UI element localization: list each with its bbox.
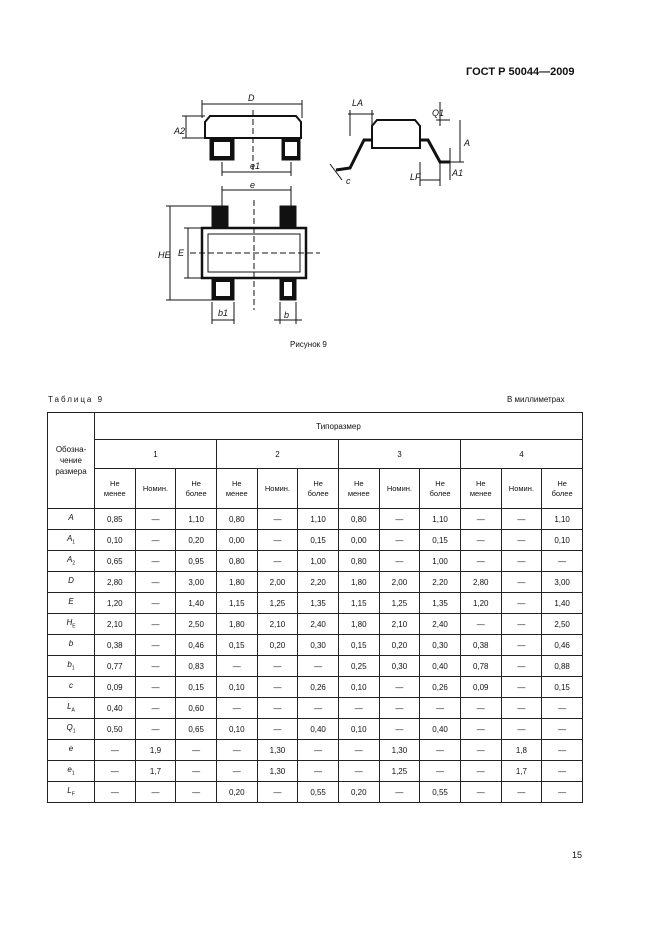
- value-cell: 0,10: [95, 530, 136, 551]
- value-cell: 0,20: [379, 635, 420, 656]
- value-cell: —: [501, 677, 542, 698]
- subheader-cell: Номин.: [257, 469, 298, 509]
- value-cell: 1,25: [379, 761, 420, 782]
- symbol-letter: H: [66, 618, 73, 628]
- value-cell: —: [298, 656, 339, 677]
- value-cell: —: [460, 530, 501, 551]
- value-cell: 1,80: [216, 572, 257, 593]
- value-cell: 1,25: [379, 593, 420, 614]
- value-cell: 0,00: [216, 530, 257, 551]
- symbol-cell: [48, 719, 95, 740]
- value-cell: 0,30: [379, 656, 420, 677]
- value-cell: 0,10: [338, 719, 379, 740]
- symbol-letter: E: [68, 597, 74, 607]
- value-cell: 0,10: [216, 719, 257, 740]
- label-LA: LA: [352, 98, 364, 108]
- value-cell: —: [501, 656, 542, 677]
- value-cell: 0,15: [216, 635, 257, 656]
- value-cell: 0,38: [460, 635, 501, 656]
- table-row: [48, 551, 583, 572]
- size-group-header: 1: [95, 440, 217, 469]
- value-cell: —: [135, 614, 176, 635]
- value-cell: —: [135, 509, 176, 530]
- value-cell: —: [379, 677, 420, 698]
- value-cell: —: [379, 551, 420, 572]
- value-cell: —: [176, 740, 217, 761]
- value-cell: 0,26: [420, 677, 461, 698]
- table-row: [48, 635, 583, 656]
- symbol-letter: b: [67, 660, 72, 670]
- value-cell: 2,40: [420, 614, 461, 635]
- value-cell: —: [257, 530, 298, 551]
- value-cell: 1,10: [542, 509, 583, 530]
- symbol-letter: D: [68, 576, 74, 586]
- value-cell: 1,9: [135, 740, 176, 761]
- value-cell: —: [501, 509, 542, 530]
- value-cell: —: [379, 698, 420, 719]
- subheader-cell: Не менее: [338, 469, 379, 509]
- value-cell: —: [501, 782, 542, 803]
- symbol-cell: [48, 551, 95, 572]
- symbol-cell: [48, 740, 95, 761]
- label-HE: HE: [158, 250, 171, 260]
- value-cell: —: [542, 698, 583, 719]
- value-cell: 2,00: [379, 572, 420, 593]
- figure-caption: Рисунок 9: [290, 340, 327, 349]
- table-row: [48, 719, 583, 740]
- value-cell: —: [257, 719, 298, 740]
- value-cell: 2,10: [379, 614, 420, 635]
- value-cell: —: [135, 551, 176, 572]
- value-cell: —: [420, 698, 461, 719]
- value-cell: 1,25: [257, 593, 298, 614]
- value-cell: 0,50: [95, 719, 136, 740]
- value-cell: —: [135, 635, 176, 656]
- value-cell: 0,80: [338, 509, 379, 530]
- value-cell: 0,20: [338, 782, 379, 803]
- value-cell: —: [501, 719, 542, 740]
- value-cell: 0,26: [298, 677, 339, 698]
- table-row: [48, 593, 583, 614]
- value-cell: 0,95: [176, 551, 217, 572]
- value-cell: 0,78: [460, 656, 501, 677]
- symbol-cell: [48, 761, 95, 782]
- value-cell: 0,40: [420, 656, 461, 677]
- table-row: [48, 677, 583, 698]
- value-cell: 1,20: [95, 593, 136, 614]
- symbol-subscript: 1: [71, 665, 75, 672]
- value-cell: —: [338, 761, 379, 782]
- value-cell: 2,50: [176, 614, 217, 635]
- value-cell: 0,85: [95, 509, 136, 530]
- symbol-cell: [48, 698, 95, 719]
- value-cell: 0,65: [176, 719, 217, 740]
- value-cell: —: [216, 740, 257, 761]
- subheader-cell: Не более: [298, 469, 339, 509]
- label-e: e: [250, 180, 256, 190]
- value-cell: —: [298, 698, 339, 719]
- value-cell: 0,38: [95, 635, 136, 656]
- value-cell: —: [257, 677, 298, 698]
- value-cell: 0,20: [216, 782, 257, 803]
- label-Q1: Q1: [432, 108, 445, 118]
- symbol-letter: A: [68, 513, 74, 523]
- value-cell: —: [257, 656, 298, 677]
- symbol-subscript: F: [71, 791, 75, 798]
- value-cell: 2,80: [95, 572, 136, 593]
- value-cell: 1,00: [420, 551, 461, 572]
- table-title: Таблица 9: [48, 395, 105, 404]
- value-cell: 1,30: [379, 740, 420, 761]
- symbol-subscript: E: [72, 623, 76, 630]
- value-cell: 1,30: [257, 761, 298, 782]
- value-cell: 2,10: [257, 614, 298, 635]
- symbol-cell: [48, 572, 95, 593]
- value-cell: 0,15: [298, 530, 339, 551]
- value-cell: 1,10: [420, 509, 461, 530]
- value-cell: —: [542, 782, 583, 803]
- value-cell: —: [135, 572, 176, 593]
- table-row: [48, 509, 583, 530]
- value-cell: —: [460, 698, 501, 719]
- value-cell: —: [216, 698, 257, 719]
- label-E: E: [178, 248, 185, 258]
- symbol-letter: b: [68, 639, 74, 649]
- value-cell: 0,80: [338, 551, 379, 572]
- value-cell: 0,46: [542, 635, 583, 656]
- value-cell: 0,20: [257, 635, 298, 656]
- value-cell: —: [95, 782, 136, 803]
- size-group-header: 4: [460, 440, 582, 469]
- value-cell: —: [379, 509, 420, 530]
- symbol-letter: L: [67, 702, 72, 712]
- symbol-letter: e: [68, 744, 74, 754]
- value-cell: —: [176, 761, 217, 782]
- value-cell: 1,40: [542, 593, 583, 614]
- table-row: [48, 782, 583, 803]
- value-cell: 1,7: [135, 761, 176, 782]
- front-view: [182, 100, 302, 176]
- value-cell: 1,15: [338, 593, 379, 614]
- value-cell: —: [135, 677, 176, 698]
- symbol-cell: [48, 656, 95, 677]
- value-cell: 1,00: [298, 551, 339, 572]
- value-cell: —: [379, 719, 420, 740]
- value-cell: —: [135, 530, 176, 551]
- table-row: [48, 530, 583, 551]
- value-cell: 0,80: [216, 551, 257, 572]
- value-cell: 0,30: [420, 635, 461, 656]
- value-cell: 0,40: [95, 698, 136, 719]
- value-cell: —: [501, 614, 542, 635]
- label-b: b: [284, 310, 290, 320]
- value-cell: —: [257, 698, 298, 719]
- value-cell: 2,80: [460, 572, 501, 593]
- symbol-cell: [48, 614, 95, 635]
- value-cell: —: [501, 551, 542, 572]
- value-cell: 0,00: [338, 530, 379, 551]
- value-cell: 3,00: [176, 572, 217, 593]
- value-cell: 2,40: [298, 614, 339, 635]
- value-cell: 1,7: [501, 761, 542, 782]
- symbol-cell: [48, 782, 95, 803]
- symbol-cell: [48, 593, 95, 614]
- value-cell: 0,88: [542, 656, 583, 677]
- value-cell: —: [135, 698, 176, 719]
- top-view: [166, 186, 320, 324]
- value-cell: 1,40: [176, 593, 217, 614]
- value-cell: 0,10: [542, 530, 583, 551]
- value-cell: —: [95, 761, 136, 782]
- value-cell: —: [460, 719, 501, 740]
- value-cell: 0,10: [216, 677, 257, 698]
- value-cell: 0,09: [460, 677, 501, 698]
- symbol-subscript: 1: [71, 770, 75, 777]
- dimensions-table: [47, 412, 583, 803]
- value-cell: 0,60: [176, 698, 217, 719]
- subheader-cell: Не более: [420, 469, 461, 509]
- value-cell: 0,25: [338, 656, 379, 677]
- symbol-cell: [48, 635, 95, 656]
- value-cell: —: [216, 656, 257, 677]
- value-cell: 0,15: [176, 677, 217, 698]
- value-cell: —: [338, 740, 379, 761]
- subheader-cell: Номин.: [501, 469, 542, 509]
- value-cell: —: [298, 761, 339, 782]
- symbol-cell: [48, 677, 95, 698]
- value-cell: 1,10: [298, 509, 339, 530]
- value-cell: —: [257, 782, 298, 803]
- value-cell: 2,20: [420, 572, 461, 593]
- symbol-letter: c: [69, 681, 73, 691]
- subheader-cell: Номин.: [135, 469, 176, 509]
- value-cell: —: [379, 782, 420, 803]
- size-group-header: 3: [338, 440, 460, 469]
- value-cell: 0,55: [420, 782, 461, 803]
- label-e1: e1: [250, 161, 261, 171]
- table-row: [48, 614, 583, 635]
- value-cell: —: [542, 740, 583, 761]
- table-row: [48, 698, 583, 719]
- symbol-subscript: 1: [72, 728, 76, 735]
- value-cell: —: [135, 782, 176, 803]
- value-cell: 0,40: [420, 719, 461, 740]
- value-cell: —: [542, 761, 583, 782]
- value-cell: 2,50: [542, 614, 583, 635]
- units-label: В миллиметрах: [507, 395, 565, 404]
- value-cell: 2,10: [95, 614, 136, 635]
- value-cell: —: [135, 656, 176, 677]
- label-b1: b1: [218, 308, 229, 318]
- table-row: [48, 740, 583, 761]
- value-cell: 0,77: [95, 656, 136, 677]
- package-drawing: [150, 90, 490, 330]
- value-cell: —: [135, 719, 176, 740]
- label-D: D: [248, 93, 255, 103]
- row-header-cell: Обозна- чение размера: [48, 413, 95, 509]
- value-cell: —: [501, 530, 542, 551]
- value-cell: 1,80: [216, 614, 257, 635]
- value-cell: 0,83: [176, 656, 217, 677]
- label-c: c: [346, 176, 351, 186]
- table-row: [48, 761, 583, 782]
- value-cell: 0,15: [338, 635, 379, 656]
- subheader-cell: Не менее: [460, 469, 501, 509]
- value-cell: —: [298, 740, 339, 761]
- standard-header: ГОСТ Р 50044—2009: [466, 66, 575, 78]
- value-cell: —: [460, 614, 501, 635]
- value-cell: 1,8: [501, 740, 542, 761]
- label-A1: A1: [452, 168, 464, 178]
- value-cell: —: [501, 593, 542, 614]
- value-cell: —: [420, 740, 461, 761]
- value-cell: 1,80: [338, 572, 379, 593]
- value-cell: 1,10: [176, 509, 217, 530]
- value-cell: —: [460, 551, 501, 572]
- value-cell: 1,80: [338, 614, 379, 635]
- value-cell: 1,30: [257, 740, 298, 761]
- group-header-cell: Типоразмер: [95, 413, 583, 440]
- value-cell: 2,00: [257, 572, 298, 593]
- value-cell: —: [460, 782, 501, 803]
- subheader-cell: Не более: [542, 469, 583, 509]
- value-cell: 1,15: [216, 593, 257, 614]
- value-cell: 0,40: [298, 719, 339, 740]
- value-cell: 0,80: [216, 509, 257, 530]
- table-row: [48, 656, 583, 677]
- value-cell: —: [542, 551, 583, 572]
- symbol-cell: [48, 530, 95, 551]
- value-cell: —: [95, 740, 136, 761]
- value-cell: —: [216, 761, 257, 782]
- subheader-cell: Номин.: [379, 469, 420, 509]
- value-cell: 0,30: [298, 635, 339, 656]
- symbol-subscript: 2: [72, 560, 76, 567]
- label-A: A: [464, 138, 471, 148]
- value-cell: —: [379, 530, 420, 551]
- value-cell: 0,15: [420, 530, 461, 551]
- value-cell: 1,35: [420, 593, 461, 614]
- symbol-letter: Q: [66, 723, 73, 733]
- value-cell: —: [338, 698, 379, 719]
- subheader-cell: Не более: [176, 469, 217, 509]
- symbol-letter: A: [66, 555, 73, 565]
- label-LF: LF: [410, 172, 421, 182]
- value-cell: —: [257, 509, 298, 530]
- value-cell: —: [420, 761, 461, 782]
- subheader-cell: Не менее: [95, 469, 136, 509]
- value-cell: 0,46: [176, 635, 217, 656]
- value-cell: 2,20: [298, 572, 339, 593]
- symbol-cell: [48, 509, 95, 530]
- value-cell: —: [501, 635, 542, 656]
- value-cell: 1,35: [298, 593, 339, 614]
- subheader-cell: Не менее: [216, 469, 257, 509]
- table-row: [48, 572, 583, 593]
- value-cell: —: [501, 572, 542, 593]
- value-cell: 3,00: [542, 572, 583, 593]
- value-cell: —: [135, 593, 176, 614]
- value-cell: 0,65: [95, 551, 136, 572]
- symbol-subscript: A: [71, 707, 75, 714]
- symbol-letter: e: [67, 765, 72, 775]
- value-cell: —: [460, 740, 501, 761]
- value-cell: 1,20: [460, 593, 501, 614]
- value-cell: 0,20: [176, 530, 217, 551]
- symbol-subscript: 1: [72, 539, 76, 546]
- value-cell: —: [176, 782, 217, 803]
- value-cell: 0,15: [542, 677, 583, 698]
- value-cell: —: [257, 551, 298, 572]
- value-cell: —: [542, 719, 583, 740]
- symbol-letter: A: [66, 534, 73, 544]
- value-cell: 0,09: [95, 677, 136, 698]
- value-cell: —: [460, 509, 501, 530]
- value-cell: 0,10: [338, 677, 379, 698]
- value-cell: 0,55: [298, 782, 339, 803]
- label-A2: A2: [174, 126, 186, 136]
- size-group-header: 2: [216, 440, 338, 469]
- symbol-letter: L: [67, 786, 72, 796]
- value-cell: —: [460, 761, 501, 782]
- value-cell: —: [501, 698, 542, 719]
- page-number: 15: [572, 850, 583, 860]
